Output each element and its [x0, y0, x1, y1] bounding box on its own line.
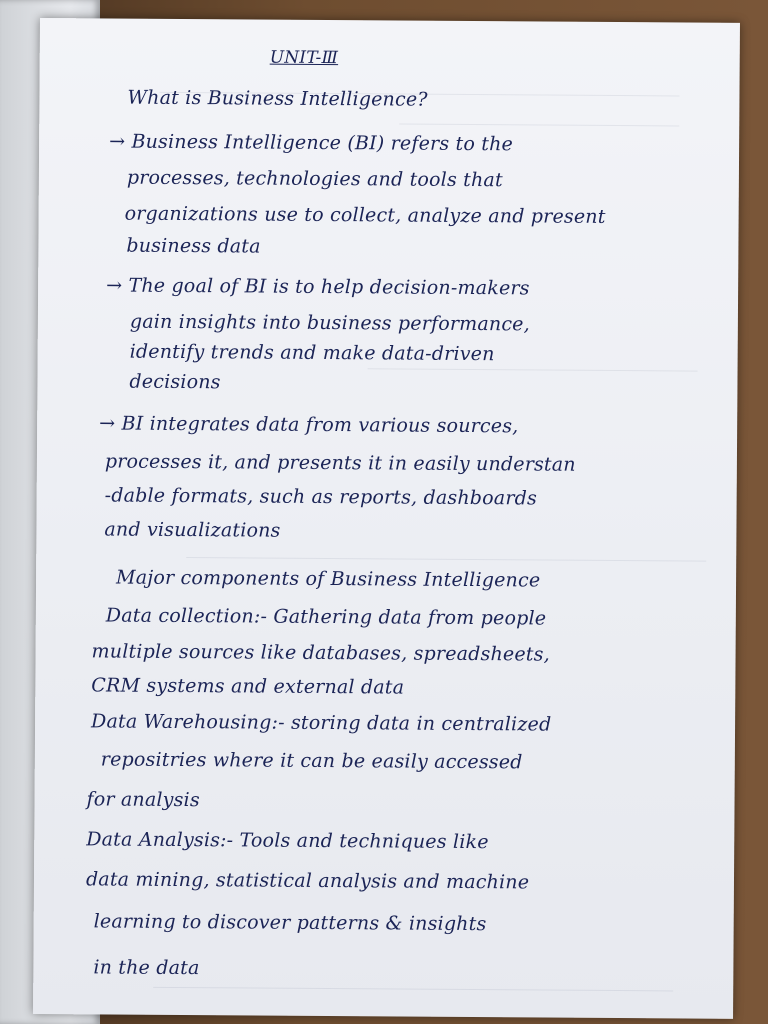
bleed-through [399, 106, 679, 127]
note-line: data mining, statistical analysis and machine [85, 868, 530, 894]
note-line: identify trends and make data-driven [129, 340, 495, 366]
notebook-page [33, 18, 740, 1019]
note-line: repositries where it can be easily accessed [100, 748, 523, 774]
note-line: processes, technologies and tools that [126, 166, 503, 192]
note-line: → The goal of BI is to help decision-makers [106, 274, 530, 300]
bleed-through [153, 969, 673, 992]
note-line: -dable formats, such as reports, dashboards [104, 484, 538, 510]
note-line: organizations use to collect, analyze and present [124, 202, 606, 228]
note-line: and visualizations [104, 518, 281, 542]
unit-heading: UNIT-Ⅲ [269, 47, 339, 69]
note-line: gain insights into business performance, [129, 310, 530, 336]
note-line: → Business Intelligence (BI) refers to the [109, 130, 514, 156]
note-line: Data collection:- Gathering data from people [105, 604, 547, 630]
note-line: multiple sources like databases, spreadsheets, [91, 640, 550, 666]
question-heading: What is Business Intelligence? [127, 86, 428, 111]
note-line: processes it, and presents it in easily understan [104, 450, 576, 476]
note-line: Data Analysis:- Tools and techniques like [86, 828, 489, 854]
note-line: Data Warehousing:- storing data in centralized [91, 710, 552, 736]
section-heading: Major components of Business Intelligence [116, 566, 541, 592]
note-line: decisions [129, 370, 221, 394]
note-line: business data [126, 234, 261, 258]
bleed-through [186, 539, 706, 562]
note-line: learning to discover patterns & insights [93, 910, 487, 936]
note-line: CRM systems and external data [91, 674, 405, 699]
note-line: for analysis [86, 788, 200, 812]
note-line: → BI integrates data from various sources, [99, 412, 519, 438]
note-line: in the data [93, 956, 200, 980]
